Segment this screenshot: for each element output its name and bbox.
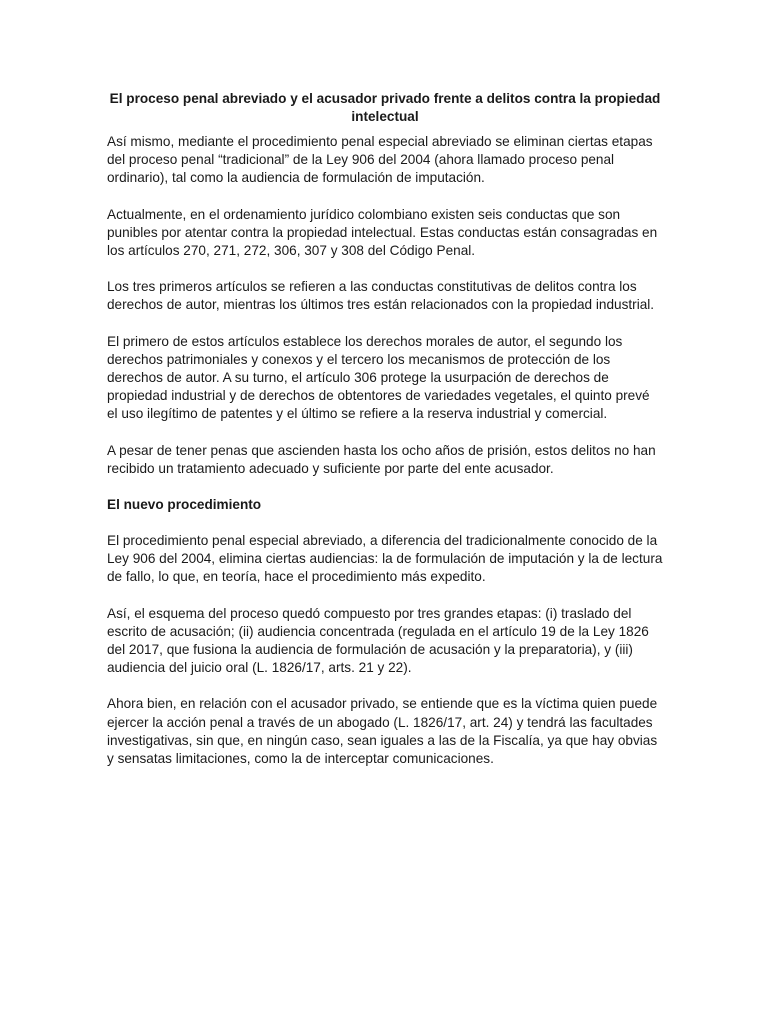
section-paragraph-2: Así, el esquema del proceso quedó compuesto por tres grandes etapas: (i) traslado del escrito de acusación; (ii) audiencia concentrada (regulada en el artículo 19 de la Ley 1826 del 2017, que fusiona la audiencia de formulación de acusación y la preparatoria), y (iii) audiencia del juicio oral (L. 1826/17, arts. 21 y 22). [107,605,649,676]
document-title: El proceso penal abreviado y el acusador privado frente a delitos contra la propiedad intelectual [109,91,661,124]
paragraph-4: El primero de estos artículos establece los derechos morales de autor, el segundo los derechos patrimoniales y conexos y el tercero los mecanismos de protección de los derechos de autor. A su turno, el artículo 306 protege la usurpación de derechos de propiedad industrial y de derechos de obtentores de variedades vegetales, el quinto prevé el uso ilegítimo de patentes y el último se refiere a la reserva industrial y comercial. [107,333,650,422]
section-paragraph-1: El procedimiento penal especial abreviado, a diferencia del tradicionalmente conocido de la Ley 906 del 2004, elimina ciertas audiencias: la de formulación de imputación y la de lectura de fallo, lo que, en teoría, hace el procedimiento más expedito. [107,533,663,585]
section-paragraph-3: Ahora bien, en relación con el acusador privado, se entiende que es la víctima quien puede ejercer la acción penal a través de un abogado (L. 1826/17, art. 24) y tendrá las facultades investigativas, sin que, en ningún caso, sean iguales a las de la Fiscalía, ya que hay obvias y sensatas limitaciones, como la de interceptar comunicaciones. [107,696,658,767]
paragraph-3: Los tres primeros artículos se refieren a las conductas constitutivas de delitos contra los derechos de autor, mientras los últimos tres están relacionados con la propiedad industrial. [107,279,655,313]
paragraph-1: Así mismo, mediante el procedimiento penal especial abreviado se eliminan ciertas etapas del proceso penal “tradicional” de la Ley 906 del 2004 (ahora llamado proceso penal ordinario), tal como la audiencia de formulación de imputación. [107,134,653,186]
paragraph-5: A pesar de tener penas que ascienden hasta los ocho años de prisión, estos delitos no han recibido un tratamiento adecuado y suficiente por parte del ente acusador. [107,442,656,476]
paragraph-2: Actualmente, en el ordenamiento jurídico colombiano existen seis conductas que son punibles por atentar contra la propiedad intelectual. Estas conductas están consagradas en los artículos 270, 271, 272, 306, 307 y 308 del Código Penal. [107,206,658,259]
document-page [107,90,663,786]
section-heading: El nuevo procedimiento [107,497,262,513]
